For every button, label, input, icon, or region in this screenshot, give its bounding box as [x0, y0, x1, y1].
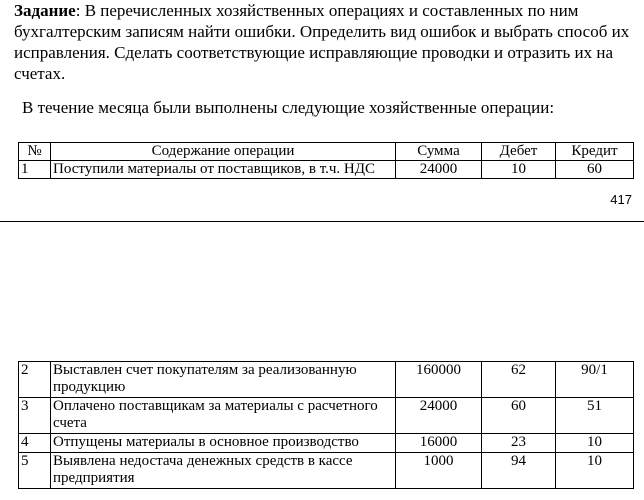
- operations-table-top: [18, 142, 634, 179]
- row-amount: 24000: [396, 161, 482, 179]
- row-description: Поступили материалы от поставщиков, в т.ч. НДС: [51, 161, 396, 179]
- row-number: 4: [19, 434, 51, 453]
- task-paragraph: [14, 0, 634, 84]
- task-text: : В перечисленных хозяйственных операциях и составленных по ним бухгалтерским записям найти ошибки. Определить вид ошибок и выбрать способ их исправления. Сделать соответствующие исправляющие проводки и отразить их на счетах.: [14, 1, 630, 83]
- row-amount: 160000: [396, 362, 482, 398]
- row-debit: 10: [482, 161, 556, 179]
- row-description: Оплачено поставщикам за материалы с расчетного счета: [51, 398, 396, 434]
- header-debit: Дебет: [482, 143, 556, 161]
- operations-table-continued: [18, 361, 634, 489]
- table-row: [19, 453, 634, 489]
- header-credit: Кредит: [556, 143, 634, 161]
- row-debit: 94: [482, 453, 556, 489]
- table-row: [19, 434, 634, 453]
- row-number: 5: [19, 453, 51, 489]
- row-credit: 51: [556, 398, 634, 434]
- row-credit: 10: [556, 453, 634, 489]
- row-description: Выставлен счет покупателям за реализованную продукцию: [51, 362, 396, 398]
- row-number: 3: [19, 398, 51, 434]
- row-debit: 23: [482, 434, 556, 453]
- row-description: Выявлена недостача денежных средств в кассе предприятия: [51, 453, 396, 489]
- table-header-row: [19, 143, 634, 161]
- row-credit: 90/1: [556, 362, 634, 398]
- row-debit: 62: [482, 362, 556, 398]
- row-description: Отпущены материалы в основное производство: [51, 434, 396, 453]
- row-debit: 60: [482, 398, 556, 434]
- header-amount: Сумма: [396, 143, 482, 161]
- task-label: Задание: [14, 1, 76, 20]
- row-number: 2: [19, 362, 51, 398]
- row-amount: 24000: [396, 398, 482, 434]
- row-amount: 1000: [396, 453, 482, 489]
- page-number: 417: [610, 192, 632, 207]
- page-gap: [0, 222, 644, 361]
- row-credit: 10: [556, 434, 634, 453]
- row-amount: 16000: [396, 434, 482, 453]
- intro-text: В течение месяца были выполнены следующие хозяйственные операции:: [22, 98, 555, 117]
- row-number: 1: [19, 161, 51, 179]
- table-row: [19, 398, 634, 434]
- row-credit: 60: [556, 161, 634, 179]
- header-description: Содержание операции: [51, 143, 396, 161]
- table-row: [19, 161, 634, 179]
- table-row: [19, 362, 634, 398]
- header-number: №: [19, 143, 51, 161]
